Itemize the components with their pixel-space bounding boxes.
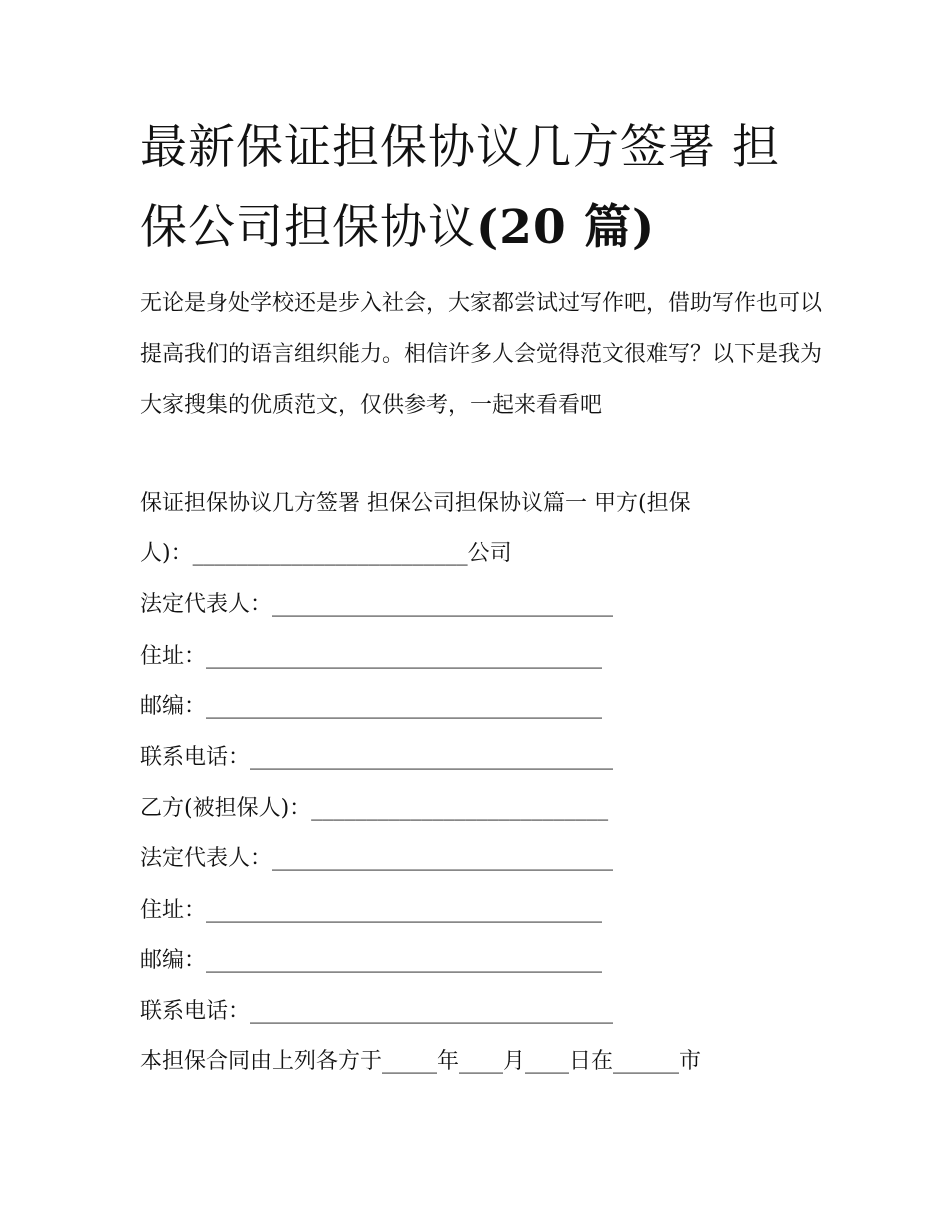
intro-paragraph: 无论是身处学校还是步入社会，大家都尝试过写作吧，借助写作也可以提高我们的语言组织能力。相信许多人会觉得范文很难写？以下是我为大家搜集的优质范文，仅供参考，一起来看看吧 [140,291,823,418]
postcode-field: 邮编：____________________________________ [140,694,603,719]
postcode-field: 邮编：____________________________________ [140,948,603,973]
party-b-field: 乙方(被担保人)：___________________________ [140,796,609,821]
legal-representative-field: 法定代表人：_______________________________ [140,592,614,617]
document-title-line-2 [140,188,820,268]
phone-field: 联系电话：_________________________________ [140,745,614,770]
guarantor-name-field: 人)：_________________________公司 [140,541,512,566]
section-heading: 保证担保协议几方签署 担保公司担保协议篇一 甲方(担保 [140,491,691,516]
legal-representative-field: 法定代表人：_______________________________ [140,846,614,871]
address-field: 住址：____________________________________ [140,644,603,669]
document-title-count: (20 篇) [476,200,656,255]
address-field: 住址：____________________________________ [140,898,603,923]
document-title-line-1: 最新保证担保协议几方签署 担 [140,120,780,175]
document-title-text: 保公司担保协议 [140,200,476,255]
phone-field: 联系电话：_________________________________ [140,999,614,1024]
signing-date-line: 本担保合同由上列各方于_____年____月____日在______市 [140,1049,702,1074]
